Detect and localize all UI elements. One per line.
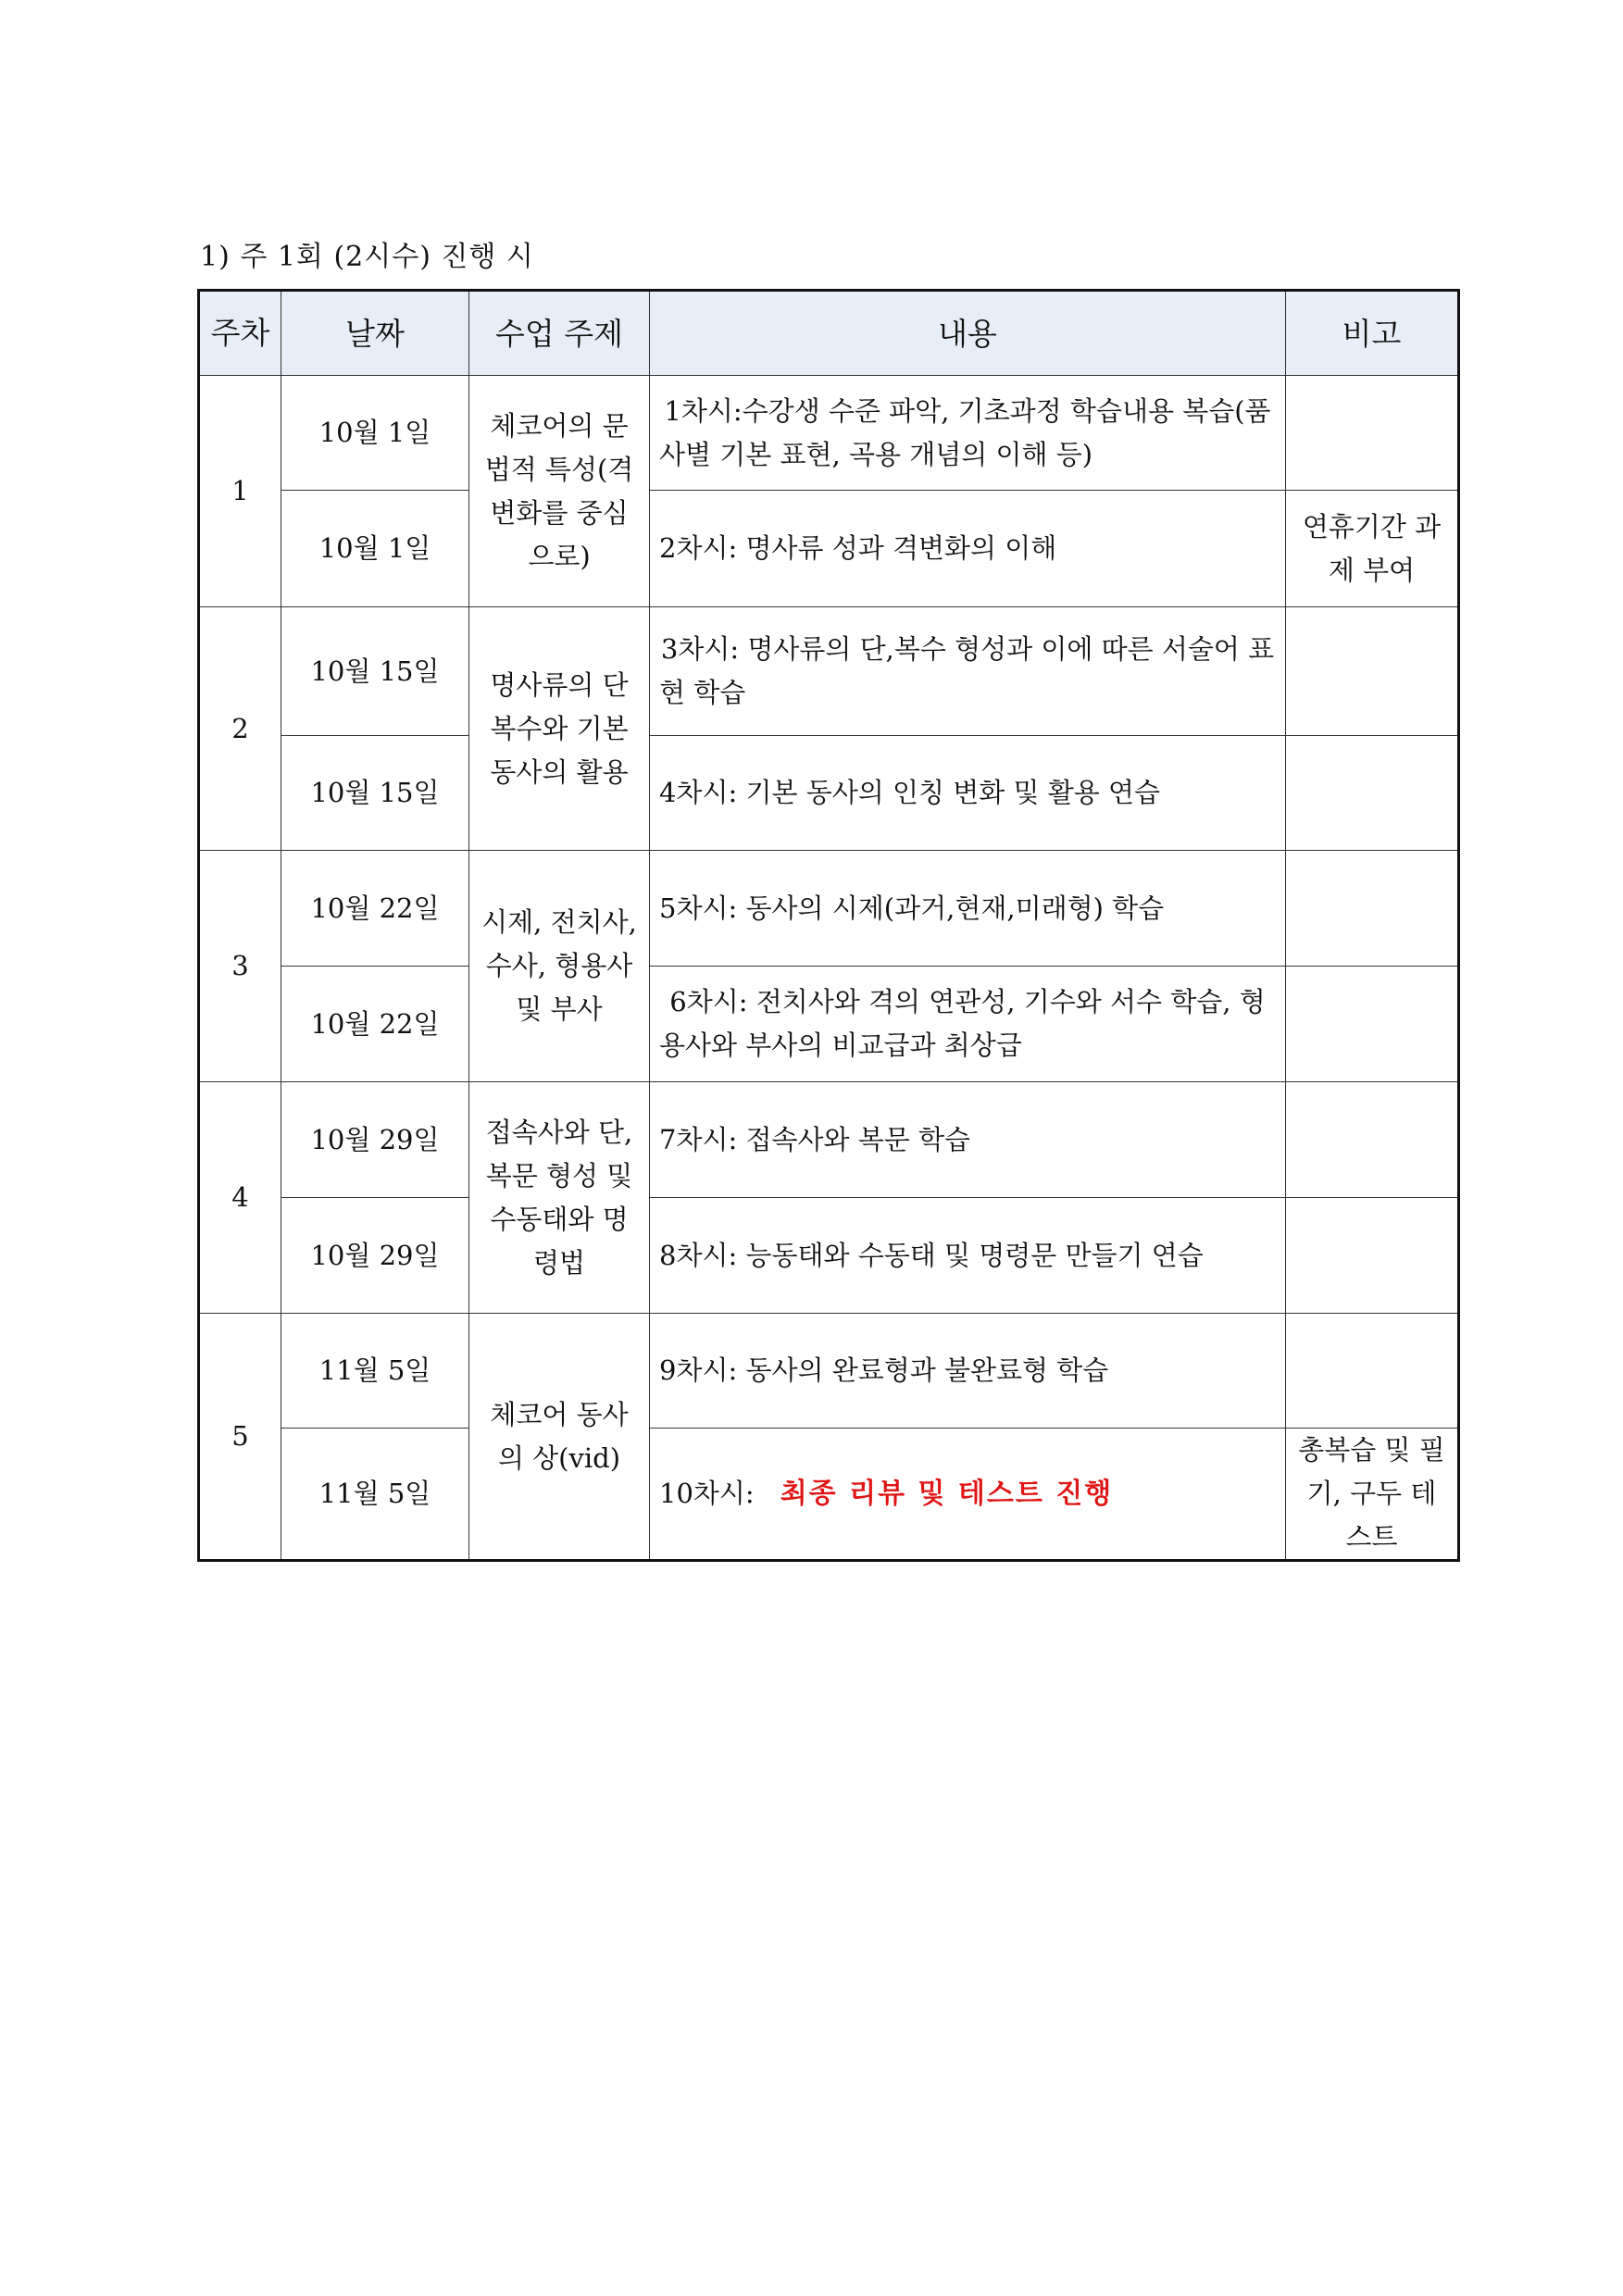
- date-cell: 10월 1일: [281, 491, 469, 607]
- note-cell: [1286, 607, 1459, 736]
- note-cell: 총복습 및 필기, 구두 테스트: [1286, 1429, 1459, 1561]
- date-cell: 11월 5일: [281, 1429, 469, 1561]
- date-cell: 10월 1일: [281, 376, 469, 491]
- final-review-highlight: 최종 리뷰 및 테스트 진행: [780, 1478, 1114, 1510]
- header-date: 날짜: [281, 291, 469, 376]
- table-row: [199, 376, 1459, 491]
- table-row: [199, 851, 1459, 967]
- date-cell: 10월 29일: [281, 1198, 469, 1314]
- topic-cell: 접속사와 단,복문 형성 및 수동태와 명령법: [469, 1082, 650, 1314]
- date-cell: 11월 5일: [281, 1314, 469, 1429]
- note-cell: 연휴기간 과제 부여: [1286, 491, 1459, 607]
- date-cell: 10월 29일: [281, 1082, 469, 1198]
- content-cell: 1차시:수강생 수준 파악, 기초과정 학습내용 복습(품사별 기본 표현, 곡용 개념의 이해 등): [650, 376, 1286, 491]
- content-cell: [650, 1429, 1286, 1561]
- table-row: [199, 967, 1459, 1082]
- table-row: [199, 607, 1459, 736]
- topic-cell: 체코어 동사의 상(vid): [469, 1314, 650, 1561]
- content-cell: 9차시: 동사의 완료형과 불완료형 학습: [650, 1314, 1286, 1429]
- topic-cell: 명사류의 단복수와 기본 동사의 활용: [469, 607, 650, 851]
- table-row: [199, 491, 1459, 607]
- note-cell: [1286, 1198, 1459, 1314]
- note-cell: [1286, 736, 1459, 851]
- note-cell: [1286, 851, 1459, 967]
- note-cell: [1286, 1314, 1459, 1429]
- date-cell: 10월 22일: [281, 851, 469, 967]
- date-cell: 10월 15일: [281, 736, 469, 851]
- table-row: [199, 1314, 1459, 1429]
- content-cell: 4차시: 기본 동사의 인칭 변화 및 활용 연습: [650, 736, 1286, 851]
- section-caption: 1) 주 1회 (2시수) 진행 시: [200, 241, 534, 273]
- content-cell: 3차시: 명사류의 단,복수 형성과 이에 따른 서술어 표현 학습: [650, 607, 1286, 736]
- topic-cell: 체코어의 문법적 특성(격변화를 중심으로): [469, 376, 650, 607]
- table-row: [199, 1082, 1459, 1198]
- content-cell: 5차시: 동사의 시제(과거,현재,미래형) 학습: [650, 851, 1286, 967]
- content-cell: 8차시: 능동태와 수동태 및 명령문 만들기 연습: [650, 1198, 1286, 1314]
- header-note: 비고: [1286, 291, 1459, 376]
- week-number: 5: [199, 1314, 281, 1561]
- note-cell: [1286, 967, 1459, 1082]
- table-row: [199, 1429, 1459, 1561]
- header-row: [199, 291, 1459, 376]
- week-number: 2: [199, 607, 281, 851]
- note-cell: [1286, 376, 1459, 491]
- topic-cell: 시제, 전치사, 수사, 형용사 및 부사: [469, 851, 650, 1082]
- content-cell: 6차시: 전치사와 격의 연관성, 기수와 서수 학습, 형용사와 부사의 비교급과 최상급: [650, 967, 1286, 1082]
- header-topic: 수업 주제: [469, 291, 650, 376]
- week-number: 3: [199, 851, 281, 1082]
- header-week: 주차: [199, 291, 281, 376]
- header-content: 내용: [650, 291, 1286, 376]
- content-text: 10차시:: [659, 1478, 755, 1509]
- note-cell: [1286, 1082, 1459, 1198]
- week-number: 1: [199, 376, 281, 607]
- content-cell: 2차시: 명사류 성과 격변화의 이해: [650, 491, 1286, 607]
- content-cell: 7차시: 접속사와 복문 학습: [650, 1082, 1286, 1198]
- table-row: [199, 1198, 1459, 1314]
- date-cell: 10월 22일: [281, 967, 469, 1082]
- date-cell: 10월 15일: [281, 607, 469, 736]
- table-row: [199, 736, 1459, 851]
- course-schedule-table: [197, 289, 1460, 1562]
- week-number: 4: [199, 1082, 281, 1314]
